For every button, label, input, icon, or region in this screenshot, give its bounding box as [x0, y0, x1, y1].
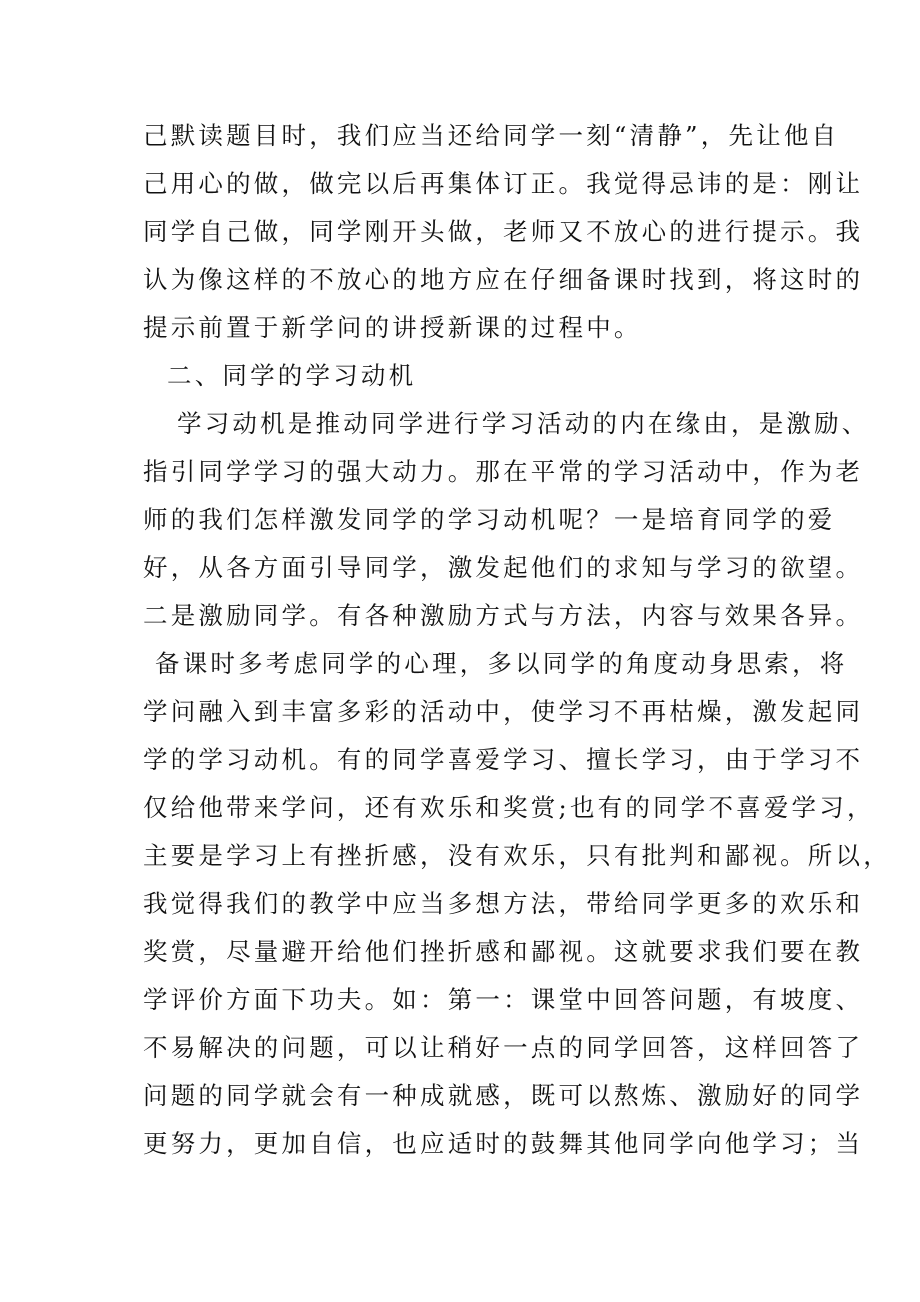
text-line: 仅给他带来学问，还有欢乐和奖赏;也有的同学不喜爱学习， — [143, 793, 875, 822]
text-line: 同学自己做，同学刚开头做，老师又不放心的进行提示。我 — [143, 217, 864, 246]
text-line: 备课时多考虑同学的心理，多以同学的角度动身思索，将 — [155, 649, 848, 678]
text-line: 我觉得我们的教学中应当多想方法，带给同学更多的欢乐和 — [143, 889, 864, 918]
text-line: 学的学习动机。有的同学喜爱学习、擅长学习，由于学习不 — [143, 745, 864, 774]
text-line: 指引同学学习的强大动力。那在平常的学习活动中，作为老 — [143, 457, 864, 486]
document-body — [143, 112, 891, 1168]
section-heading: 二、同学的学习动机 — [167, 361, 417, 390]
text-line: 主要是学习上有挫折感，没有欢乐，只有批判和鄙视。所以， — [143, 841, 891, 870]
text-line: 好，从各方面引导同学，激发起他们的求知与学习的欲望。 — [143, 553, 864, 582]
text-line: 认为像这样的不放心的地方应在仔细备课时找到，将这时的 — [143, 265, 864, 294]
text-line: 问题的同学就会有一种成就感，既可以熬炼、激励好的同学 — [143, 1081, 864, 1110]
text-line: 学问融入到丰富多彩的活动中，使学习不再枯燥，激发起同 — [143, 697, 864, 726]
text-line: 二是激励同学。有各种激励方式与方法，内容与效果各异。 — [143, 601, 864, 630]
text-line: 师的我们怎样激发同学的学习动机呢？一是培育同学的爱 — [143, 505, 836, 534]
text-line: 学评价方面下功夫。如：第一：课堂中回答问题，有坡度、 — [143, 985, 864, 1014]
text-line: 己默读题目时，我们应当还给同学一刻“清静”，先让他自 — [143, 121, 840, 150]
text-line: 己用心的做，做完以后再集体订正。我觉得忌讳的是：刚让 — [143, 169, 864, 198]
text-line: 不易解决的问题，可以让稍好一点的同学回答，这样回答了 — [143, 1033, 864, 1062]
text-line: 提示前置于新学问的讲授新课的过程中。 — [143, 313, 642, 342]
text-line: 更努力，更加自信，也应适时的鼓舞其他同学向他学习；当 — [143, 1129, 864, 1158]
text-line: 奖赏，尽量避开给他们挫折感和鄙视。这就要求我们要在教 — [143, 937, 864, 966]
text-line: 学习动机是推动同学进行学习活动的内在缘由，是激励、 — [177, 409, 870, 438]
